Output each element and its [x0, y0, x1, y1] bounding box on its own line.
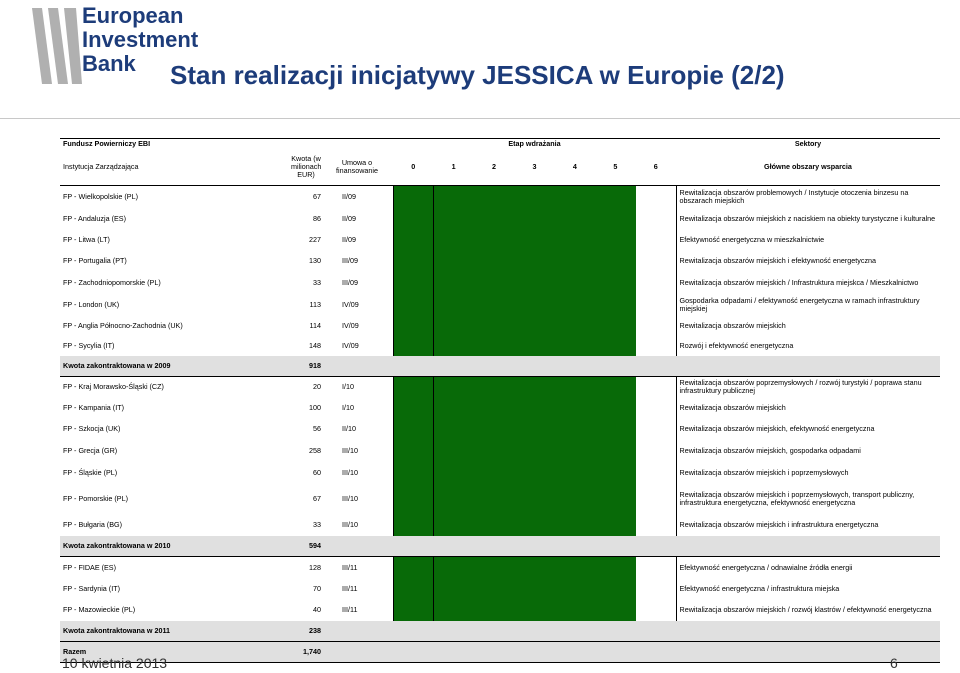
table-row — [60, 336, 940, 356]
agreement-date: I/10 — [342, 382, 354, 392]
total-row — [60, 356, 940, 377]
amount-value: 148 — [309, 340, 321, 350]
stage-cell-1 — [433, 557, 473, 579]
stage-cell-3 — [514, 208, 554, 230]
institution-name: FP - Śląskie (PL) — [63, 468, 118, 477]
group-header-row — [60, 139, 940, 150]
stage-cell-1 — [433, 418, 473, 440]
table-row — [60, 599, 940, 621]
stage-cell-6 — [636, 398, 676, 418]
sector-description: Rozwój i efektywność energetyczna — [679, 340, 794, 350]
stage-cell-4 — [555, 557, 595, 579]
table-row — [60, 514, 940, 536]
stage-header-2: 2 — [474, 149, 514, 186]
stage-cell-3 — [514, 186, 554, 208]
stage-cell-4 — [555, 484, 595, 514]
stage-cell-4 — [555, 294, 595, 316]
sector-description: Rewitalizacja obszarów miejskich / rozwój klastrów / efektywność energetyczna — [679, 604, 932, 614]
agreement-date: III/11 — [342, 583, 358, 593]
agreement-date: II/09 — [342, 213, 356, 223]
stage-cell-6 — [636, 316, 676, 336]
sectors-group-header: Sektory — [676, 139, 940, 150]
stage-cell-6 — [636, 336, 676, 356]
sectors-column-header: Główne obszary wsparcia — [676, 149, 940, 186]
stage-cell-3 — [514, 462, 554, 484]
stage-cell-0 — [393, 418, 433, 440]
stage-cell-4 — [555, 208, 595, 230]
table-row — [60, 462, 940, 484]
stage-cell-6 — [636, 599, 676, 621]
institution-name: FP - Zachodniopomorskie (PL) — [63, 277, 161, 287]
stage-cell-3 — [514, 418, 554, 440]
sector-description: Rewitalizacja obszarów miejskich z naciskiem na obiekty turystyczne i kulturalne — [679, 213, 936, 223]
stage-cell-1 — [433, 208, 473, 230]
table-row — [60, 230, 940, 250]
footer-date: 10 kwietnia 2013 — [62, 655, 168, 671]
stage-cell-2 — [474, 316, 514, 336]
table-row — [60, 557, 940, 579]
amount-value: 130 — [309, 255, 321, 265]
sector-description: Rewitalizacja obszarów miejskich, gospodarka odpadami — [679, 446, 861, 455]
stage-cell-5 — [595, 462, 635, 484]
institution-name: FP - Bułgaria (BG) — [63, 520, 122, 529]
stage-cell-3 — [514, 336, 554, 356]
sector-description: Rewitalizacja obszarów miejskich, efektywność energetyczna — [679, 424, 875, 433]
logo-line-3: Bank — [82, 51, 136, 76]
stage-cell-5 — [595, 599, 635, 621]
sector-description: Efektywność energetyczna / infrastruktura miejska — [679, 583, 840, 593]
stage-cell-4 — [555, 440, 595, 462]
stage-cell-0 — [393, 440, 433, 462]
logo-line-1: European — [82, 3, 184, 28]
logo-line-2: Investment — [82, 27, 199, 52]
stage-cell-3 — [514, 376, 554, 398]
amount-value: 238 — [288, 621, 324, 642]
agreement-date: III/09 — [342, 277, 358, 287]
stage-cell-2 — [474, 398, 514, 418]
amount-column-header: Kwota (w milionach EUR) — [288, 149, 324, 186]
stage-cell-1 — [433, 336, 473, 356]
stage-cell-6 — [636, 440, 676, 462]
stage-cell-5 — [595, 272, 635, 294]
stage-cell-0 — [393, 316, 433, 336]
stage-cell-0 — [393, 462, 433, 484]
institution-name: FP - Mazowieckie (PL) — [63, 604, 136, 614]
table-row — [60, 316, 940, 336]
fund-group-header: Fundusz Powierniczy EBI — [60, 139, 288, 150]
stage-cell-3 — [514, 514, 554, 536]
stage-header-1: 1 — [433, 149, 473, 186]
agreement-date: III/11 — [342, 604, 358, 614]
agreement-date: III/10 — [342, 468, 358, 477]
stage-cell-1 — [433, 514, 473, 536]
stage-cell-0 — [393, 376, 433, 398]
stage-cell-2 — [474, 484, 514, 514]
stage-cell-5 — [595, 250, 635, 272]
amount-value: 100 — [309, 403, 321, 412]
stage-cell-3 — [514, 440, 554, 462]
stage-cell-4 — [555, 250, 595, 272]
stage-cell-4 — [555, 418, 595, 440]
stage-cell-3 — [514, 230, 554, 250]
stage-cell-2 — [474, 186, 514, 208]
institution-name: FP - Sardynia (IT) — [63, 583, 120, 593]
stage-cell-6 — [636, 557, 676, 579]
stage-cell-5 — [595, 336, 635, 356]
amount-value: 1,740 — [288, 641, 324, 662]
institution-name: FP - Pomorskie (PL) — [63, 494, 128, 503]
stage-cell-6 — [636, 484, 676, 514]
table-row — [60, 484, 940, 514]
stage-cell-2 — [474, 557, 514, 579]
agreement-date: IV/09 — [342, 340, 359, 350]
table-row — [60, 250, 940, 272]
stage-cell-0 — [393, 336, 433, 356]
stage-cell-5 — [595, 294, 635, 316]
amount-value: 114 — [309, 320, 321, 330]
stage-header-4: 4 — [555, 149, 595, 186]
table-row — [60, 398, 940, 418]
stage-group-header: Etap wdrażania — [393, 139, 676, 150]
page-title: Stan realizacji inicjatywy JESSICA w Europie (2/2) — [170, 60, 785, 90]
stage-cell-3 — [514, 557, 554, 579]
stage-cell-1 — [433, 316, 473, 336]
total-row — [60, 536, 940, 557]
stage-header-5: 5 — [595, 149, 635, 186]
stage-cell-6 — [636, 186, 676, 208]
stage-header-0: 0 — [393, 149, 433, 186]
stage-cell-4 — [555, 462, 595, 484]
stage-cell-2 — [474, 579, 514, 599]
stage-cell-2 — [474, 440, 514, 462]
agreement-date: IV/09 — [342, 299, 359, 309]
total-label: Razem — [60, 641, 288, 662]
stage-cell-6 — [636, 579, 676, 599]
table-row — [60, 294, 940, 316]
institution-name: FP - Wielkopolskie (PL) — [63, 191, 138, 201]
stage-cell-5 — [595, 316, 635, 336]
stage-cell-5 — [595, 398, 635, 418]
sector-description: Rewitalizacja obszarów miejskich — [679, 403, 786, 412]
amount-value: 227 — [309, 234, 321, 244]
stage-cell-0 — [393, 579, 433, 599]
inst-column-header: Instytucja Zarządzająca — [60, 149, 288, 186]
agreement-date: III/10 — [342, 494, 358, 503]
institution-name: FP - Kraj Morawsko-Śląski (CZ) — [63, 382, 164, 392]
amount-value: 86 — [313, 213, 321, 223]
stage-cell-4 — [555, 272, 595, 294]
stage-cell-5 — [595, 514, 635, 536]
stage-header-6: 6 — [636, 149, 676, 186]
stage-cell-2 — [474, 418, 514, 440]
agreement-date: III/10 — [342, 520, 358, 529]
stage-header-3: 3 — [514, 149, 554, 186]
total-row — [60, 641, 940, 662]
sector-description: Rewitalizacja obszarów miejskich — [679, 320, 786, 330]
stage-cell-4 — [555, 230, 595, 250]
stage-cell-5 — [595, 557, 635, 579]
stage-cell-4 — [555, 599, 595, 621]
stage-cell-4 — [555, 514, 595, 536]
stage-cell-1 — [433, 250, 473, 272]
amount-value: 56 — [313, 424, 321, 433]
stage-cell-4 — [555, 316, 595, 336]
institution-name: FP - Andaluzja (ES) — [63, 213, 126, 223]
total-row — [60, 621, 940, 642]
table-row — [60, 208, 940, 230]
stage-cell-2 — [474, 272, 514, 294]
sector-description: Rewitalizacja obszarów miejskich / Infrastruktura miejskca / Mieszkalnictwo — [679, 277, 919, 287]
stage-cell-0 — [393, 294, 433, 316]
sector-description: Rewitalizacja obszarów poprzemysłowych / rozwój turystyki / poprawa stanu infrastruktury publicznej — [679, 378, 922, 396]
stage-cell-1 — [433, 376, 473, 398]
stage-cell-6 — [636, 294, 676, 316]
stage-cell-4 — [555, 398, 595, 418]
stage-cell-0 — [393, 186, 433, 208]
amount-value: 113 — [309, 299, 321, 309]
institution-name: FP - Portugalia (PT) — [63, 255, 127, 265]
stage-cell-6 — [636, 418, 676, 440]
stage-cell-4 — [555, 579, 595, 599]
amount-value: 918 — [288, 356, 324, 377]
institution-name: FP - FIDAE (ES) — [63, 562, 116, 572]
stage-cell-2 — [474, 336, 514, 356]
stage-cell-2 — [474, 462, 514, 484]
column-header-row — [60, 149, 940, 186]
amount-value: 67 — [313, 191, 321, 201]
stage-cell-0 — [393, 514, 433, 536]
table-row — [60, 440, 940, 462]
stage-cell-6 — [636, 230, 676, 250]
header-divider — [0, 118, 960, 119]
amount-value: 128 — [309, 562, 321, 572]
total-label: Kwota zakontraktowana w 2011 — [60, 621, 288, 642]
stage-cell-1 — [433, 398, 473, 418]
stage-cell-5 — [595, 186, 635, 208]
amount-value: 40 — [313, 604, 321, 614]
stage-cell-0 — [393, 398, 433, 418]
amount-value: 33 — [313, 277, 321, 287]
stage-cell-1 — [433, 462, 473, 484]
total-label: Kwota zakontraktowana w 2010 — [60, 536, 288, 557]
stage-cell-5 — [595, 208, 635, 230]
institution-name: FP - Szkocja (UK) — [63, 424, 121, 433]
stage-cell-2 — [474, 230, 514, 250]
sector-description: Gospodarka odpadami / efektywność energetyczna w ramach infrastruktury miejskiej — [679, 295, 920, 313]
amount-value: 594 — [288, 536, 324, 557]
stage-cell-1 — [433, 230, 473, 250]
sector-description: Rewitalizacja obszarów miejskich i poprzemysłowych — [679, 468, 849, 477]
agreement-date: II/09 — [342, 234, 356, 244]
stage-cell-1 — [433, 294, 473, 316]
institution-name: FP - Anglia Północno-Zachodnia (UK) — [63, 320, 183, 330]
stage-cell-1 — [433, 579, 473, 599]
stage-cell-1 — [433, 272, 473, 294]
agreement-date: II/09 — [342, 191, 356, 201]
table-row — [60, 418, 940, 440]
institution-name: FP - Kampania (IT) — [63, 403, 124, 412]
stage-cell-1 — [433, 484, 473, 514]
amount-value: 67 — [313, 494, 321, 503]
stage-cell-0 — [393, 208, 433, 230]
stage-cell-6 — [636, 250, 676, 272]
institution-name: FP - Grecja (GR) — [63, 446, 118, 455]
table-row — [60, 186, 940, 208]
stage-cell-3 — [514, 484, 554, 514]
amount-value: 70 — [313, 583, 321, 593]
stage-cell-0 — [393, 230, 433, 250]
sector-description: Efektywność energetyczna w mieszkalnictwie — [679, 234, 825, 244]
stage-cell-3 — [514, 316, 554, 336]
agreement-date: II/10 — [342, 424, 356, 433]
stage-cell-5 — [595, 579, 635, 599]
amount-value: 258 — [309, 446, 321, 455]
stage-cell-0 — [393, 250, 433, 272]
stage-cell-5 — [595, 440, 635, 462]
stage-cell-3 — [514, 250, 554, 272]
sector-description: Efektywność energetyczna / odnawialne źródła energii — [679, 562, 853, 572]
amount-value: 33 — [313, 520, 321, 529]
stage-cell-1 — [433, 440, 473, 462]
jessica-status-table — [60, 138, 940, 663]
date-column-header: Umowa o finansowanie — [324, 149, 393, 186]
stage-cell-6 — [636, 376, 676, 398]
stage-cell-4 — [555, 376, 595, 398]
stage-cell-4 — [555, 186, 595, 208]
table-row — [60, 579, 940, 599]
stage-cell-4 — [555, 336, 595, 356]
sector-description: Rewitalizacja obszarów problemowych / Instytucje otoczenia binzesu na obszarach miejskich — [679, 187, 909, 205]
stage-cell-6 — [636, 514, 676, 536]
stage-cell-5 — [595, 418, 635, 440]
agreement-date: III/09 — [342, 255, 358, 265]
stage-cell-0 — [393, 272, 433, 294]
sector-description: Rewitalizacja obszarów miejskich i efektywność energetyczna — [679, 255, 877, 265]
stage-cell-0 — [393, 599, 433, 621]
agreement-date: III/10 — [342, 446, 358, 455]
stage-cell-2 — [474, 376, 514, 398]
page-number: 6 — [890, 655, 898, 671]
stage-cell-5 — [595, 484, 635, 514]
agreement-date: IV/09 — [342, 320, 359, 330]
stage-cell-2 — [474, 294, 514, 316]
institution-name: FP - Sycylia (IT) — [63, 340, 115, 350]
stage-cell-1 — [433, 599, 473, 621]
stage-cell-0 — [393, 484, 433, 514]
sector-description: Rewitalizacja obszarów miejskich i infrastruktura energetyczna — [679, 520, 879, 529]
stage-cell-2 — [474, 250, 514, 272]
table-row — [60, 376, 940, 398]
stage-cell-5 — [595, 230, 635, 250]
institution-name: FP - Litwa (LT) — [63, 234, 110, 244]
stage-cell-3 — [514, 398, 554, 418]
stage-cell-3 — [514, 579, 554, 599]
sector-description: Rewitalizacja obszarów miejskich i poprzemysłowych, transport publiczny, infrastruktura energetyczna, efektywność energetyczna — [679, 490, 915, 507]
amount-value: 20 — [313, 382, 321, 392]
stage-cell-6 — [636, 462, 676, 484]
stage-cell-2 — [474, 208, 514, 230]
amount-value: 60 — [313, 468, 321, 477]
stage-cell-1 — [433, 186, 473, 208]
institution-name: FP - London (UK) — [63, 299, 120, 309]
table-row — [60, 272, 940, 294]
total-label: Kwota zakontraktowana w 2009 — [60, 356, 288, 377]
stage-cell-2 — [474, 514, 514, 536]
stage-cell-2 — [474, 599, 514, 621]
agreement-date: III/11 — [342, 562, 358, 572]
agreement-date: I/10 — [342, 403, 354, 412]
stage-cell-3 — [514, 599, 554, 621]
stage-cell-6 — [636, 272, 676, 294]
stage-cell-6 — [636, 208, 676, 230]
stage-cell-3 — [514, 272, 554, 294]
stage-cell-3 — [514, 294, 554, 316]
stage-cell-5 — [595, 376, 635, 398]
stage-cell-0 — [393, 557, 433, 579]
